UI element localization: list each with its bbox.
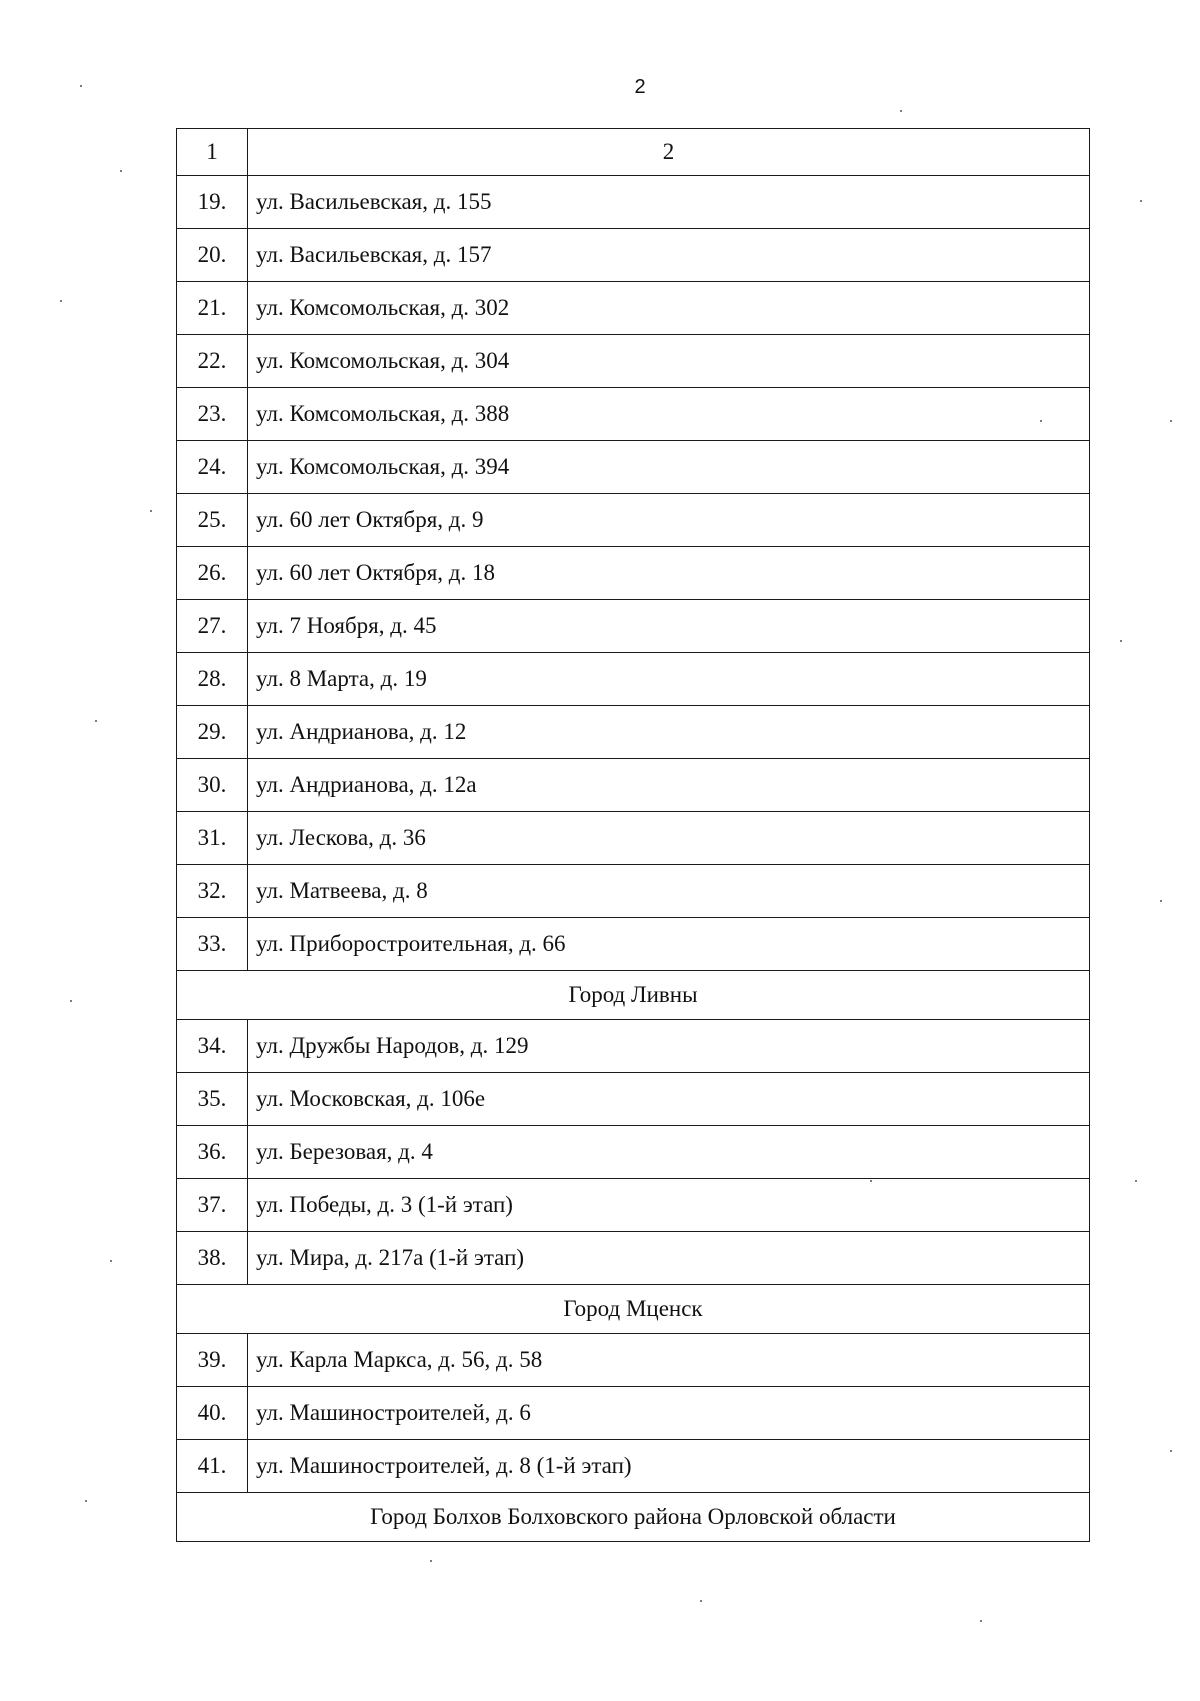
- row-number: 27.: [177, 600, 248, 653]
- header-col-address: 2: [248, 129, 1090, 176]
- row-number: 37.: [177, 1179, 248, 1232]
- scan-speck: [1120, 640, 1122, 642]
- table-row: [177, 1334, 1090, 1387]
- row-address: ул. 60 лет Октября, д. 9: [248, 494, 1090, 547]
- row-number: 38.: [177, 1232, 248, 1285]
- scan-speck: [80, 85, 82, 87]
- table-row: [177, 706, 1090, 759]
- scan-speck: [1160, 900, 1162, 902]
- table-row: [177, 388, 1090, 441]
- row-address: ул. 8 Марта, д. 19: [248, 653, 1090, 706]
- row-number: 25.: [177, 494, 248, 547]
- table-row: [177, 547, 1090, 600]
- row-address: ул. Комсомольская, д. 304: [248, 335, 1090, 388]
- table-row: [177, 1387, 1090, 1440]
- table-row: [177, 759, 1090, 812]
- table-header-row: [177, 129, 1090, 176]
- row-number: 31.: [177, 812, 248, 865]
- row-address: ул. Машиностроителей, д. 6: [248, 1387, 1090, 1440]
- row-address: ул. Комсомольская, д. 302: [248, 282, 1090, 335]
- section-title: Город Мценск: [177, 1285, 1090, 1334]
- scan-speck: [60, 300, 62, 302]
- row-number: 24.: [177, 441, 248, 494]
- table-row: [177, 494, 1090, 547]
- row-number: 33.: [177, 918, 248, 971]
- row-number: 23.: [177, 388, 248, 441]
- row-number: 32.: [177, 865, 248, 918]
- address-table-body: [177, 129, 1090, 1542]
- scan-speck: [95, 720, 97, 722]
- table-row: [177, 918, 1090, 971]
- table-row: [177, 335, 1090, 388]
- row-address: ул. Московская, д. 106е: [248, 1073, 1090, 1126]
- row-number: 29.: [177, 706, 248, 759]
- row-address: ул. Победы, д. 3 (1-й этап): [248, 1179, 1090, 1232]
- scan-speck: [1170, 1450, 1172, 1452]
- scan-speck: [700, 1600, 702, 1602]
- row-address: ул. Дружбы Народов, д. 129: [248, 1020, 1090, 1073]
- section-row: [177, 1493, 1090, 1542]
- row-number: 40.: [177, 1387, 248, 1440]
- row-number: 28.: [177, 653, 248, 706]
- table-row: [177, 229, 1090, 282]
- table-row: [177, 1179, 1090, 1232]
- row-address: ул. Мира, д. 217а (1-й этап): [248, 1232, 1090, 1285]
- table-row: [177, 1020, 1090, 1073]
- page-number: 2: [634, 76, 646, 98]
- scan-speck: [430, 1560, 432, 1562]
- table-row: [177, 812, 1090, 865]
- row-number: 35.: [177, 1073, 248, 1126]
- row-number: 34.: [177, 1020, 248, 1073]
- scan-speck: [120, 170, 122, 172]
- table-row: [177, 653, 1090, 706]
- row-number: 26.: [177, 547, 248, 600]
- section-row: [177, 971, 1090, 1020]
- table-row: [177, 441, 1090, 494]
- row-address: ул. 60 лет Октября, д. 18: [248, 547, 1090, 600]
- row-address: ул. Васильевская, д. 155: [248, 176, 1090, 229]
- row-number: 36.: [177, 1126, 248, 1179]
- row-address: ул. Матвеева, д. 8: [248, 865, 1090, 918]
- row-address: ул. Машиностроителей, д. 8 (1-й этап): [248, 1440, 1090, 1493]
- table-row: [177, 1440, 1090, 1493]
- row-address: ул. Комсомольская, д. 388: [248, 388, 1090, 441]
- row-address: ул. Лескова, д. 36: [248, 812, 1090, 865]
- row-address: ул. Андрианова, д. 12а: [248, 759, 1090, 812]
- row-number: 19.: [177, 176, 248, 229]
- table-row: [177, 865, 1090, 918]
- scan-speck: [85, 1500, 87, 1502]
- scan-speck: [150, 510, 152, 512]
- row-address: ул. Комсомольская, д. 394: [248, 441, 1090, 494]
- row-address: ул. Приборостроительная, д. 66: [248, 918, 1090, 971]
- table-row: [177, 600, 1090, 653]
- row-address: ул. 7 Ноября, д. 45: [248, 600, 1090, 653]
- table-row: [177, 1073, 1090, 1126]
- row-number: 22.: [177, 335, 248, 388]
- header-col-number: 1: [177, 129, 248, 176]
- address-table: [176, 128, 1090, 1542]
- table-row: [177, 1232, 1090, 1285]
- row-address: ул. Андрианова, д. 12: [248, 706, 1090, 759]
- scan-speck: [980, 1620, 982, 1622]
- table-row: [177, 1126, 1090, 1179]
- row-number: 30.: [177, 759, 248, 812]
- scan-speck: [870, 1180, 872, 1182]
- table-row: [177, 176, 1090, 229]
- scan-speck: [1170, 420, 1172, 422]
- scan-speck: [110, 1260, 112, 1262]
- section-title: Город Болхов Болховского района Орловской области: [177, 1493, 1090, 1542]
- row-address: ул. Васильевская, д. 157: [248, 229, 1090, 282]
- row-number: 20.: [177, 229, 248, 282]
- table-row: [177, 282, 1090, 335]
- scan-speck: [1140, 200, 1142, 202]
- row-number: 39.: [177, 1334, 248, 1387]
- scan-speck: [900, 110, 902, 112]
- row-address: ул. Карла Маркса, д. 56, д. 58: [248, 1334, 1090, 1387]
- row-address: ул. Березовая, д. 4: [248, 1126, 1090, 1179]
- row-number: 41.: [177, 1440, 248, 1493]
- section-row: [177, 1285, 1090, 1334]
- section-title: Город Ливны: [177, 971, 1090, 1020]
- scan-speck: [70, 1000, 72, 1002]
- scan-speck: [1135, 1180, 1137, 1182]
- row-number: 21.: [177, 282, 248, 335]
- scan-speck: [1040, 420, 1042, 422]
